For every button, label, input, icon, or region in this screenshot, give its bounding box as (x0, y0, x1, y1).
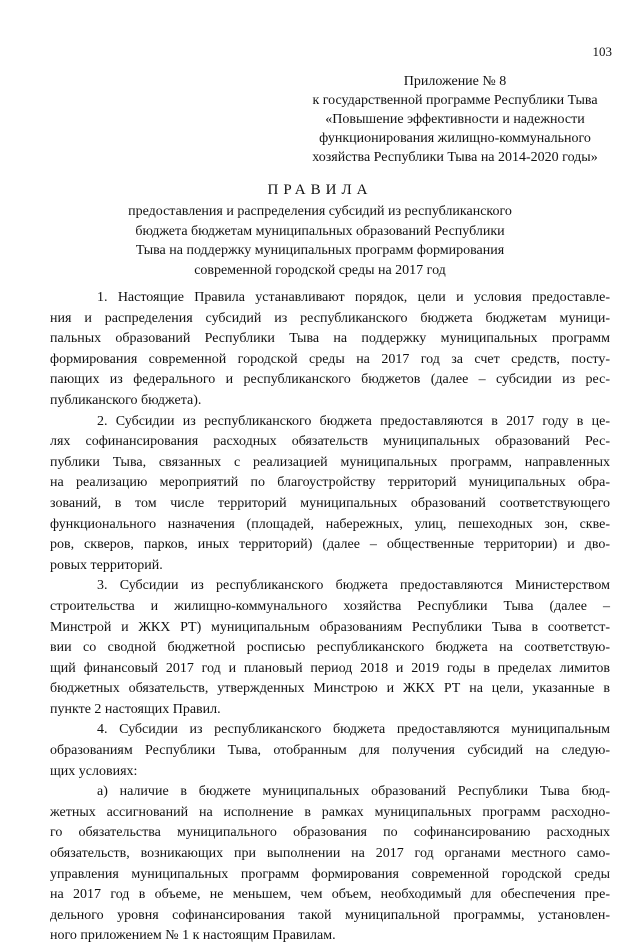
paragraph-line: щих условиях: (50, 763, 138, 779)
paragraph-line: управления муниципальных программ формирования современной городской среды (50, 866, 610, 882)
paragraph-line: 3. Субсидии из республиканского бюджета предоставляются Министерством (97, 578, 610, 594)
paragraph-line: строительства и жилищно-коммунального хозяйства Республики Тыва (далее – (50, 598, 610, 614)
subtitle-line: бюджета бюджетам муниципальных образований Республики (135, 223, 505, 239)
page-number: 103 (592, 44, 612, 59)
paragraph-line: ния и распределения субсидий из республиканского бюджета бюджетам муници- (50, 310, 610, 326)
paragraph-line: формирования современной городской среды на 2017 год за счет средств, посту- (50, 351, 610, 367)
paragraph-line: го обязательства муниципального образования по софинансированию расходных (50, 825, 610, 841)
paragraph-line: публики Тыва, связанных с реализацией муниципальных программ, направленных (50, 454, 610, 470)
paragraph-1 (50, 288, 610, 412)
paragraph-line: ровых территорий. (50, 557, 163, 573)
appendix-line: хозяйства Республики Тыва на 2014-2020 годы» (312, 150, 598, 165)
paragraph-line: бюджетных обязательств, утвержденных Минстрою и ЖКХ РТ на цели, указанные в (50, 681, 610, 697)
document-subtitle (90, 202, 550, 280)
paragraph-line: жетных ассигнований на исполнение в рамках муниципальных программ расходно- (50, 804, 610, 820)
paragraph-line: ров, скверов, парков, иных территорий) (далее – общественные территории) и дво- (50, 537, 610, 553)
paragraph-line: Минстрой и ЖКХ РТ) муниципальным образованиям Республики Тыва в соответст- (50, 619, 610, 635)
paragraph-line: функционального назначения (площадей, набережных, улиц, пешеходных зон, скве- (50, 516, 610, 532)
subtitle-line: предоставления и распределения субсидий из республиканского (128, 204, 512, 219)
appendix-line: к государственной программе Республики Тыва (312, 93, 598, 108)
subtitle-line: современной городской среды на 2017 год (194, 262, 446, 278)
paragraph-line: публиканского бюджета). (50, 392, 202, 408)
subtitle-line: Тыва на поддержку муниципальных программ формирования (135, 243, 505, 258)
paragraph-line: зований, в том числе территорий муниципальных образований соответствующего (50, 495, 610, 511)
paragraph-line: обязательств, возникающих при выполнении на 2017 год органами местного само- (50, 846, 610, 862)
paragraph-4a (50, 782, 610, 947)
paragraph-line: на реализацию мероприятий по благоустройству территорий муниципальных обра- (50, 475, 610, 491)
document-title: ПРАВИЛА (267, 182, 373, 198)
appendix-line: «Повышение эффективности и надежности (325, 112, 585, 127)
paragraph-line: пальных образований Республики Тыва на поддержку муниципальных программ (50, 331, 610, 347)
paragraph-3 (50, 576, 610, 720)
document-body (50, 288, 610, 947)
appendix-line: Приложение № 8 (403, 74, 507, 89)
paragraph-line: пункте 2 настоящих Правил. (50, 701, 221, 717)
paragraph-line: 1. Настоящие Правила устанавливают порядок, цели и условия предоставле- (97, 290, 610, 305)
paragraph-4 (50, 720, 610, 782)
paragraph-line: образованиям Республики Тыва, отобранным для получения субсидий на следую- (50, 743, 610, 759)
paragraph-line: а) наличие в бюджете муниципальных образований Республики Тыва бюд- (97, 784, 610, 800)
paragraph-line: пающих из федерального и республиканского бюджетов (далее – субсидии из рес- (50, 372, 610, 388)
paragraph-line: дельного уровня софинансирования такой муниципальной программы, установлен- (50, 907, 610, 923)
paragraph-line: 4. Субсидии из республиканского бюджета предоставляются муниципальным (97, 722, 610, 738)
paragraph-line: щий финансовый 2017 год и плановый период 2018 и 2019 годы в пределах лимитов (50, 660, 610, 676)
paragraph-line: на 2017 год в объеме, не меньшем, чем объем, необходимый для обеспечения пре- (50, 887, 610, 903)
appendix-heading (290, 72, 620, 167)
paragraph-line: ного приложением № 1 к настоящим Правилам. (50, 928, 336, 944)
paragraph-line: 2. Субсидии из республиканского бюджета предоставляются в 2017 году в це- (97, 413, 610, 429)
paragraph-2 (50, 412, 610, 577)
paragraph-line: лях софинансирования расходных обязательств муниципальных образований Рес- (50, 434, 610, 450)
paragraph-line: вии со сводной бюджетной росписью республиканского бюджета на соответствую- (50, 640, 610, 656)
appendix-line: функционирования жилищно-коммунального (319, 131, 591, 146)
